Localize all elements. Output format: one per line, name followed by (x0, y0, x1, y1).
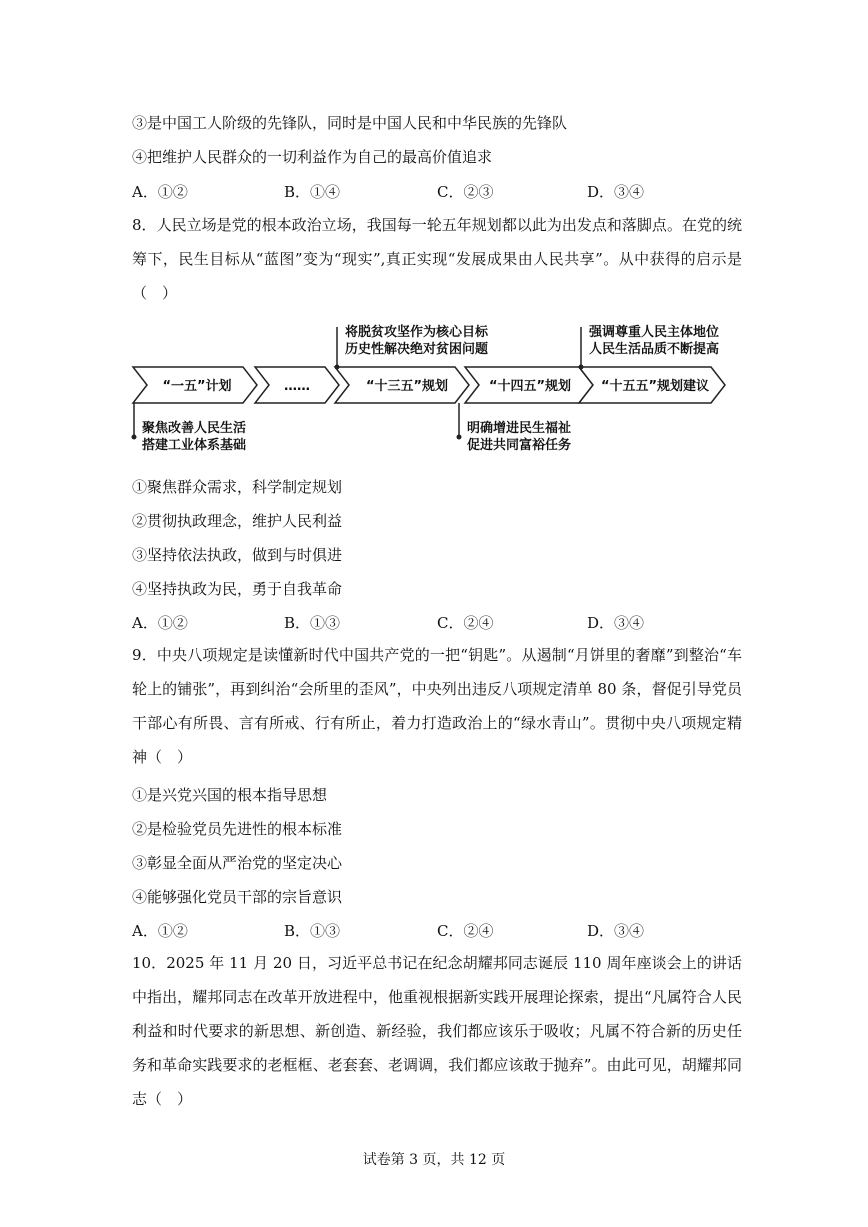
stage-label-3: “十三五”规划 (365, 379, 449, 394)
ann-bottom-2-line1: 明确增进民生福祉 (467, 421, 572, 436)
stage-label-4: “十四五”规划 (488, 379, 572, 394)
choice-c: C．②④ (437, 614, 494, 632)
q8-stem: 8．人民立场是党的根本政治立场，我国每一轮五年规划都以此为出发点和落脚点。在党的统筹下，民生目标从“蓝图”变为“现实”,真正实现“发展成果由人民共享”。从中获得的启示是（ ） (132, 216, 742, 302)
choice-d: D．③④ (587, 183, 645, 201)
q9-stem: 9．中央八项规定是读懂新时代中国共产党的一把“钥匙”。从遏制“月饼里的奢靡”到整治“车轮上的铺张”，再到纠治“会所里的歪风”，中央列出违反八项规定清单 80 条，督促引导党员干部心有所畏、言有所戒、行有所止，着力打造政治上的“绿水青山”。贯彻中央八项规定精神（ ） (132, 646, 742, 766)
q8-option-1: ①聚焦群众需求，科学制定规划 (132, 478, 343, 496)
ann-top-2-line1: 强调尊重人民主体地位 (589, 325, 720, 340)
choice-b: B．①③ (284, 614, 341, 632)
ann-top-1-line2: 历史性解决绝对贫困问题 (345, 342, 489, 357)
ann-bottom-1-line1: 聚焦改善人民生活 (142, 421, 247, 436)
stage-label-2: …… (284, 379, 310, 394)
q8-option-2: ②贯彻执政理念，维护人民利益 (132, 512, 343, 530)
ann-bottom-2-line2: 促进共同富裕任务 (467, 438, 572, 453)
ann-top-1-line1: 将脱贫攻坚作为核心目标 (345, 325, 489, 340)
choice-a: A．①② (132, 614, 188, 632)
q9-option-3: ③彰显全面从严治党的坚定决心 (132, 854, 343, 872)
q8-option-3: ③坚持依法执政，做到与时俱进 (132, 546, 343, 564)
q7-choices (132, 182, 732, 202)
q7-option-3: ③是中国工人阶级的先锋队，同时是中国人民和中华民族的先锋队 (132, 114, 568, 132)
choice-d: D．③④ (587, 922, 645, 940)
choice-a: A．①② (132, 183, 188, 201)
choice-c: C．②④ (437, 922, 494, 940)
choice-d: D．③④ (587, 614, 645, 632)
ann-bottom-1-line2: 搭建工业体系基础 (142, 438, 247, 453)
choice-c: C．②③ (437, 183, 494, 201)
q8-option-4: ④坚持执政为民，勇于自我革命 (132, 580, 343, 598)
choice-b: B．①④ (284, 183, 341, 201)
stage-label-1: “一五”计划 (162, 379, 232, 394)
q10-stem: 10．2025 年 11 月 20 日，习近平总书记在纪念胡耀邦同志诞辰 110 周年座谈会上的讲话中指出，耀邦同志在改革开放进程中，他重视根据新实践开展理论探索，提出“凡属符合人民利益和时代要求的新思想、新创造、新经验，我们都应该乐于吸收；凡属不符合新的历史任务和革命实践要求的老框框、老套套、老调调，我们都应该敢于抛弃”。由此可见，胡耀邦同志（ ） (132, 954, 742, 1108)
choice-b: B．①③ (284, 922, 341, 940)
q9-choices (132, 921, 732, 941)
page-footer: 试卷第 3 页，共 12 页 (362, 1152, 506, 1168)
stage-label-5: “十五五”规划建议 (600, 379, 710, 394)
q9-option-4: ④能够强化党员干部的宗旨意识 (132, 888, 343, 906)
ann-top-2-line2: 人民生活品质不断提高 (589, 342, 720, 357)
q9-option-2: ②是检验党员先进性的根本标准 (132, 820, 343, 838)
q8-choices (132, 613, 732, 633)
choice-a: A．①② (132, 922, 188, 940)
five-year-plan-timeline (125, 315, 735, 460)
q7-option-4: ④把维护人民群众的一切利益作为自己的最高价值追求 (132, 148, 493, 166)
q9-option-1: ①是兴党兴国的根本指导思想 (132, 786, 328, 804)
